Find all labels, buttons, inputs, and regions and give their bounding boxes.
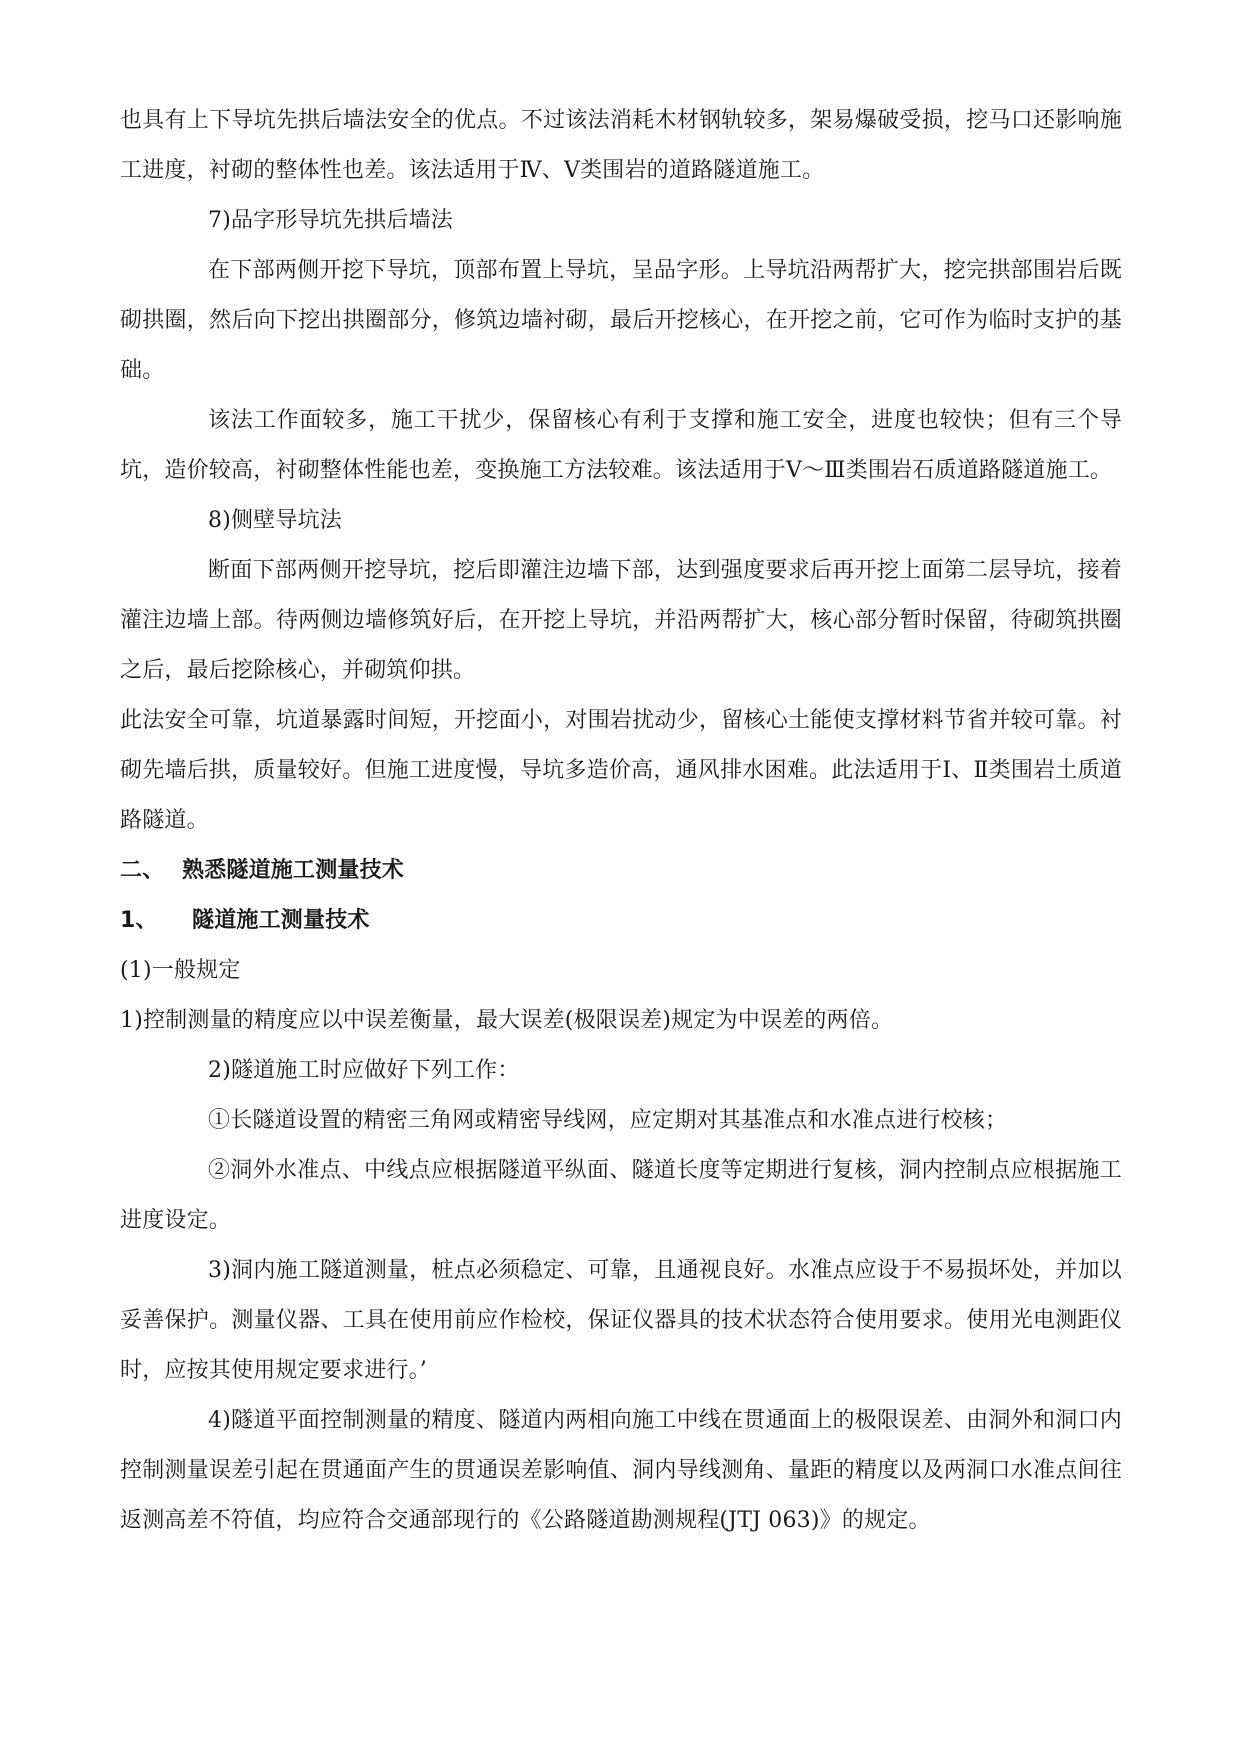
method-8-description: 断面下部两侧开挖导坑，挖后即灌注边墙下部，达到强度要求后再开挖上面第二层导坑，接着灌注边墙上部。待两侧边墙修筑好后，在开挖上导坑，并沿两帮扩大，核心部分暂时保留，待砌筑拱圈之后，最后挖除核心，并砌筑仰拱。 [120,558,1122,683]
rule-2-item-2: ②洞外水准点、中线点应根据隧道平纵面、隧道长度等定期进行复核，洞内控制点应根据施工进度设定。 [120,1158,1122,1233]
method-7-title: 7)品字形导坑先拱后墙法 [208,208,453,233]
section-title: 熟悉隧道施工测量技术 [182,858,405,883]
paragraph-continuation: 也具有上下导坑先拱后墙法安全的优点。不过该法消耗木材钢轨较多，架易爆破受损，挖马口还影响施工进度，衬砌的整体性也差。该法适用于Ⅳ、Ⅴ类围岩的道路隧道施工。 [120,108,1122,183]
rule-4: 4)隧道平面控制测量的精度、隧道内两相向施工中线在贯通面上的极限误差、由洞外和洞口内控制测量误差引起在贯通面产生的贯通误差影响值、洞内导线测角、量距的精度以及两洞口水准点间往返测高差不符值，均应符合交通部现行的《公路隧道勘测规程(JTJ 063)》的规定。 [120,1408,1122,1533]
rule-2-item-1: ①长隧道设置的精密三角网或精密导线网，应定期对其基准点和水准点进行校核； [208,1108,1008,1133]
rule-1: 1)控制测量的精度应以中误差衡量，最大误差(极限误差)规定为中误差的两倍。 [120,1008,894,1033]
section-heading-2 [120,846,1122,896]
rule-3: 3)洞内施工隧道测量，桩点必须稳定、可靠，且通视良好。水准点应设于不易损坏处，并加以妥善保护。测量仪器、工具在使用前应作检校，保证仪器具的技术状态符合使用要求。使用光电测距仪时，应按其使用规定要求进行。’ [120,1258,1122,1383]
method-7-description: 在下部两侧开挖下导坑，顶部布置上导坑，呈品字形。上导坑沿两帮扩大，挖完拱部围岩后既砌拱圈，然后向下挖出拱圈部分，修筑边墙衬砌，最后开挖核心，在开挖之前，它可作为临时支护的基础。 [120,258,1122,383]
method-7-evaluation: 该法工作面较多，施工干扰少，保留核心有利于支撑和施工安全，进度也较快；但有三个导坑，造价较高，衬砌整体性能也差，变换施工方法较难。该法适用于Ⅴ～Ⅲ类围岩石质道路隧道施工。 [120,408,1122,483]
method-8-title: 8)侧壁导坑法 [208,508,342,533]
subsection-heading-1 [120,896,1122,946]
rule-2: 2)隧道施工时应做好下列工作： [208,1058,520,1083]
general-rules-title: (1)一般规定 [120,958,241,983]
method-8-evaluation: 此法安全可靠，坑道暴露时间短，开挖面小，对围岩扰动少，留核心土能使支撑材料节省并较可靠。衬砌先墙后拱，质量较好。但施工进度慢，导坑多造价高，通风排水困难。此法适用于Ⅰ、Ⅱ类围岩土质道路隧道。 [120,708,1122,833]
section-number: 二、 [120,858,165,883]
document-body [120,96,1122,1546]
subsection-number: 1、 [120,908,158,933]
subsection-title: 隧道施工测量技术 [192,908,370,933]
